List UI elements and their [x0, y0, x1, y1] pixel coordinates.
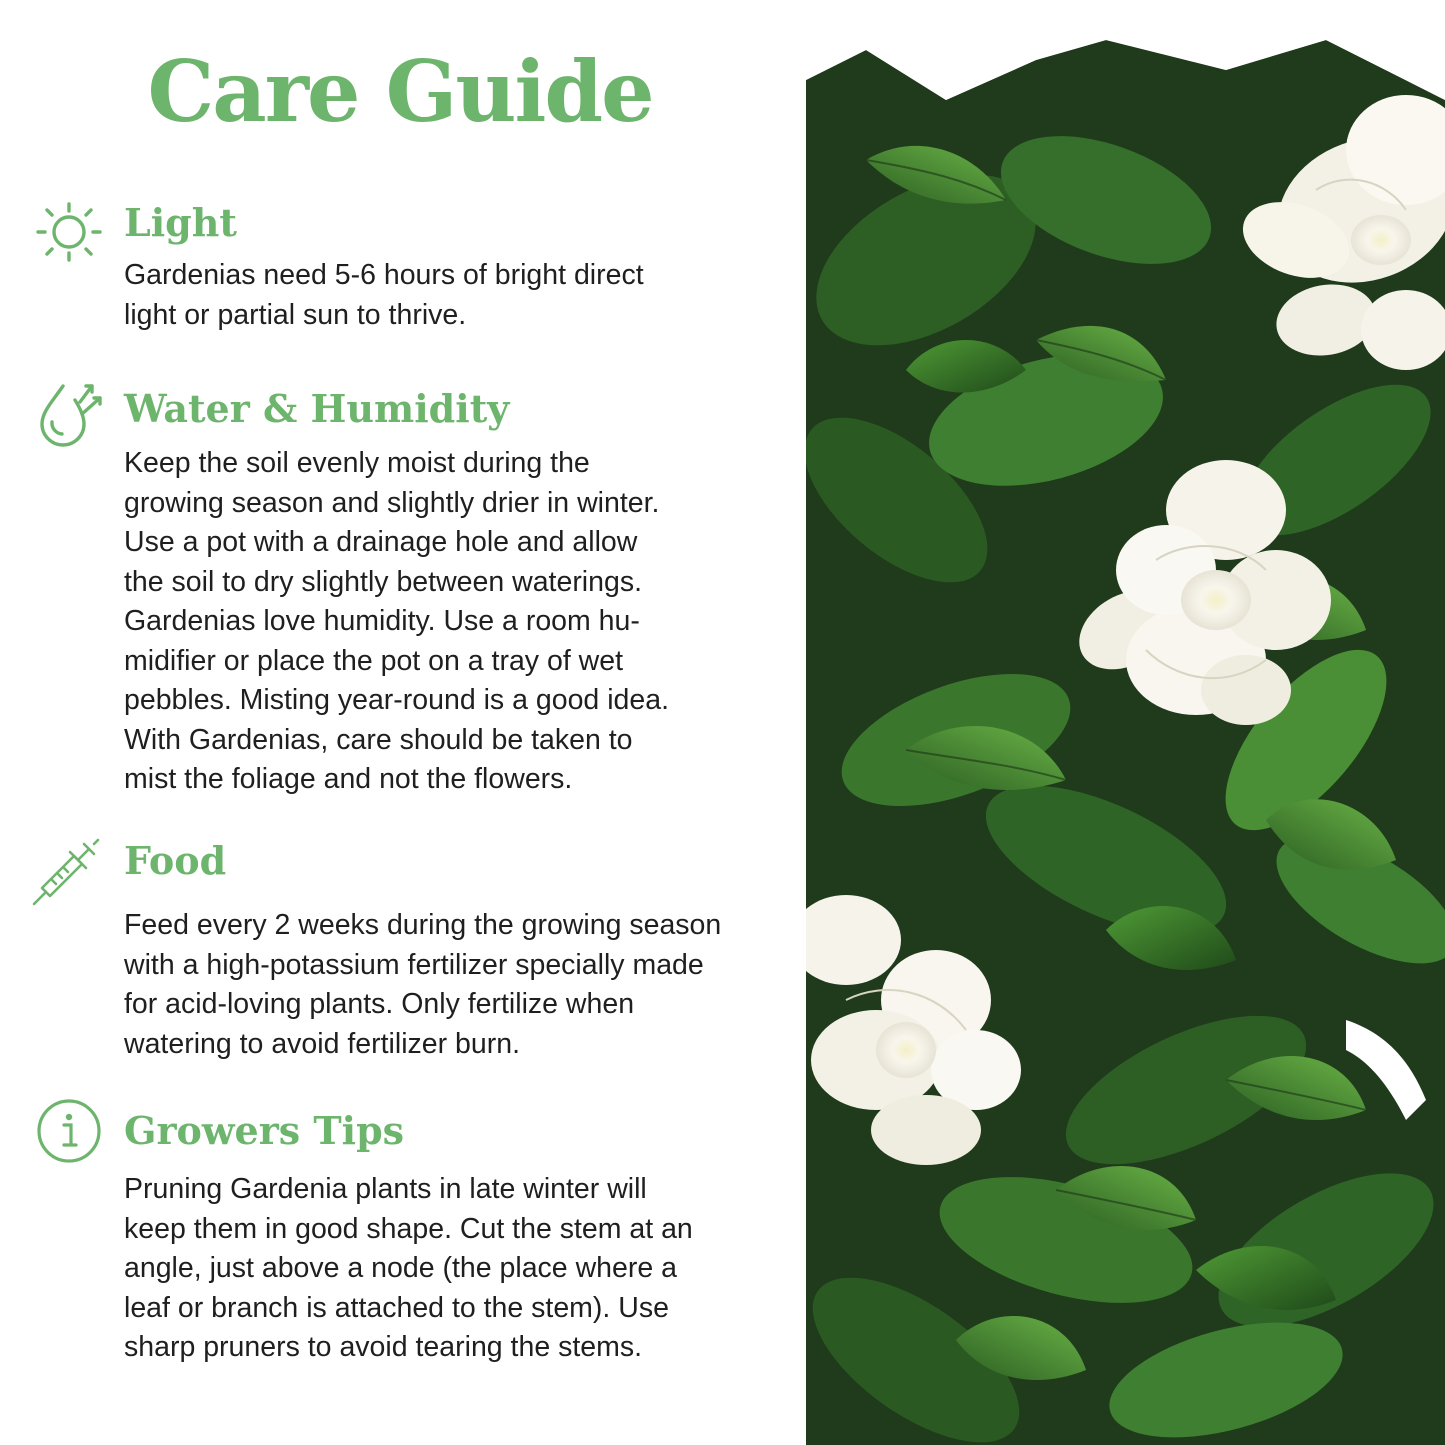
section-heading: Light [124, 200, 237, 245]
body-line: Gardenias need 5-6 hours of bright direct [124, 259, 644, 291]
section-heading: Growers Tips [124, 1108, 405, 1153]
body-line: Gardenias love humidity. Use a room hu- [124, 605, 640, 637]
section-body [124, 906, 774, 1064]
body-line: watering to avoid fertilizer burn. [124, 1027, 521, 1060]
gardenia-photo [806, 40, 1445, 1445]
syringe-icon [30, 830, 108, 908]
body-line: the soil to dry slightly between waterings. [124, 565, 643, 598]
info-icon [30, 1092, 108, 1170]
section-body [124, 1170, 774, 1368]
section-heading: Water & Humidity [124, 386, 510, 431]
section-body [124, 256, 774, 335]
body-line: With Gardenias, care should be taken to [124, 723, 633, 756]
body-line: pebbles. Misting year-round is a good idea. [124, 684, 669, 716]
section-heading: Food [124, 838, 227, 883]
body-line: light or partial sun to thrive. [124, 298, 467, 331]
body-line: Feed every 2 weeks during the growing season [124, 909, 722, 941]
body-line: mist the foliage and not the flowers. [124, 763, 573, 795]
section-body [124, 444, 774, 800]
page-title: Care Guide [147, 42, 653, 141]
body-line: growing season and slightly drier in winter. [124, 486, 660, 519]
body-line: for acid-loving plants. Only fertilize when [124, 988, 635, 1020]
water-drop-icon [30, 372, 108, 450]
body-line: leaf or branch is attached to the stem). Use [124, 1291, 669, 1324]
body-line: midifier or place the pot on a tray of wet [124, 644, 624, 677]
body-line: with a high-potassium fertilizer specially made [124, 948, 704, 981]
body-line: keep them in good shape. Cut the stem at an [124, 1212, 693, 1245]
body-line: angle, just above a node (the place where a [124, 1252, 677, 1284]
body-line: Keep the soil evenly moist during the [124, 447, 590, 479]
body-line: Pruning Gardenia plants in late winter will [124, 1173, 647, 1205]
body-line: sharp pruners to avoid tearing the stems. [124, 1331, 643, 1363]
body-line: Use a pot with a drainage hole and allow [124, 526, 638, 558]
gardenia-illustration [806, 40, 1445, 1445]
sun-icon [30, 190, 108, 268]
